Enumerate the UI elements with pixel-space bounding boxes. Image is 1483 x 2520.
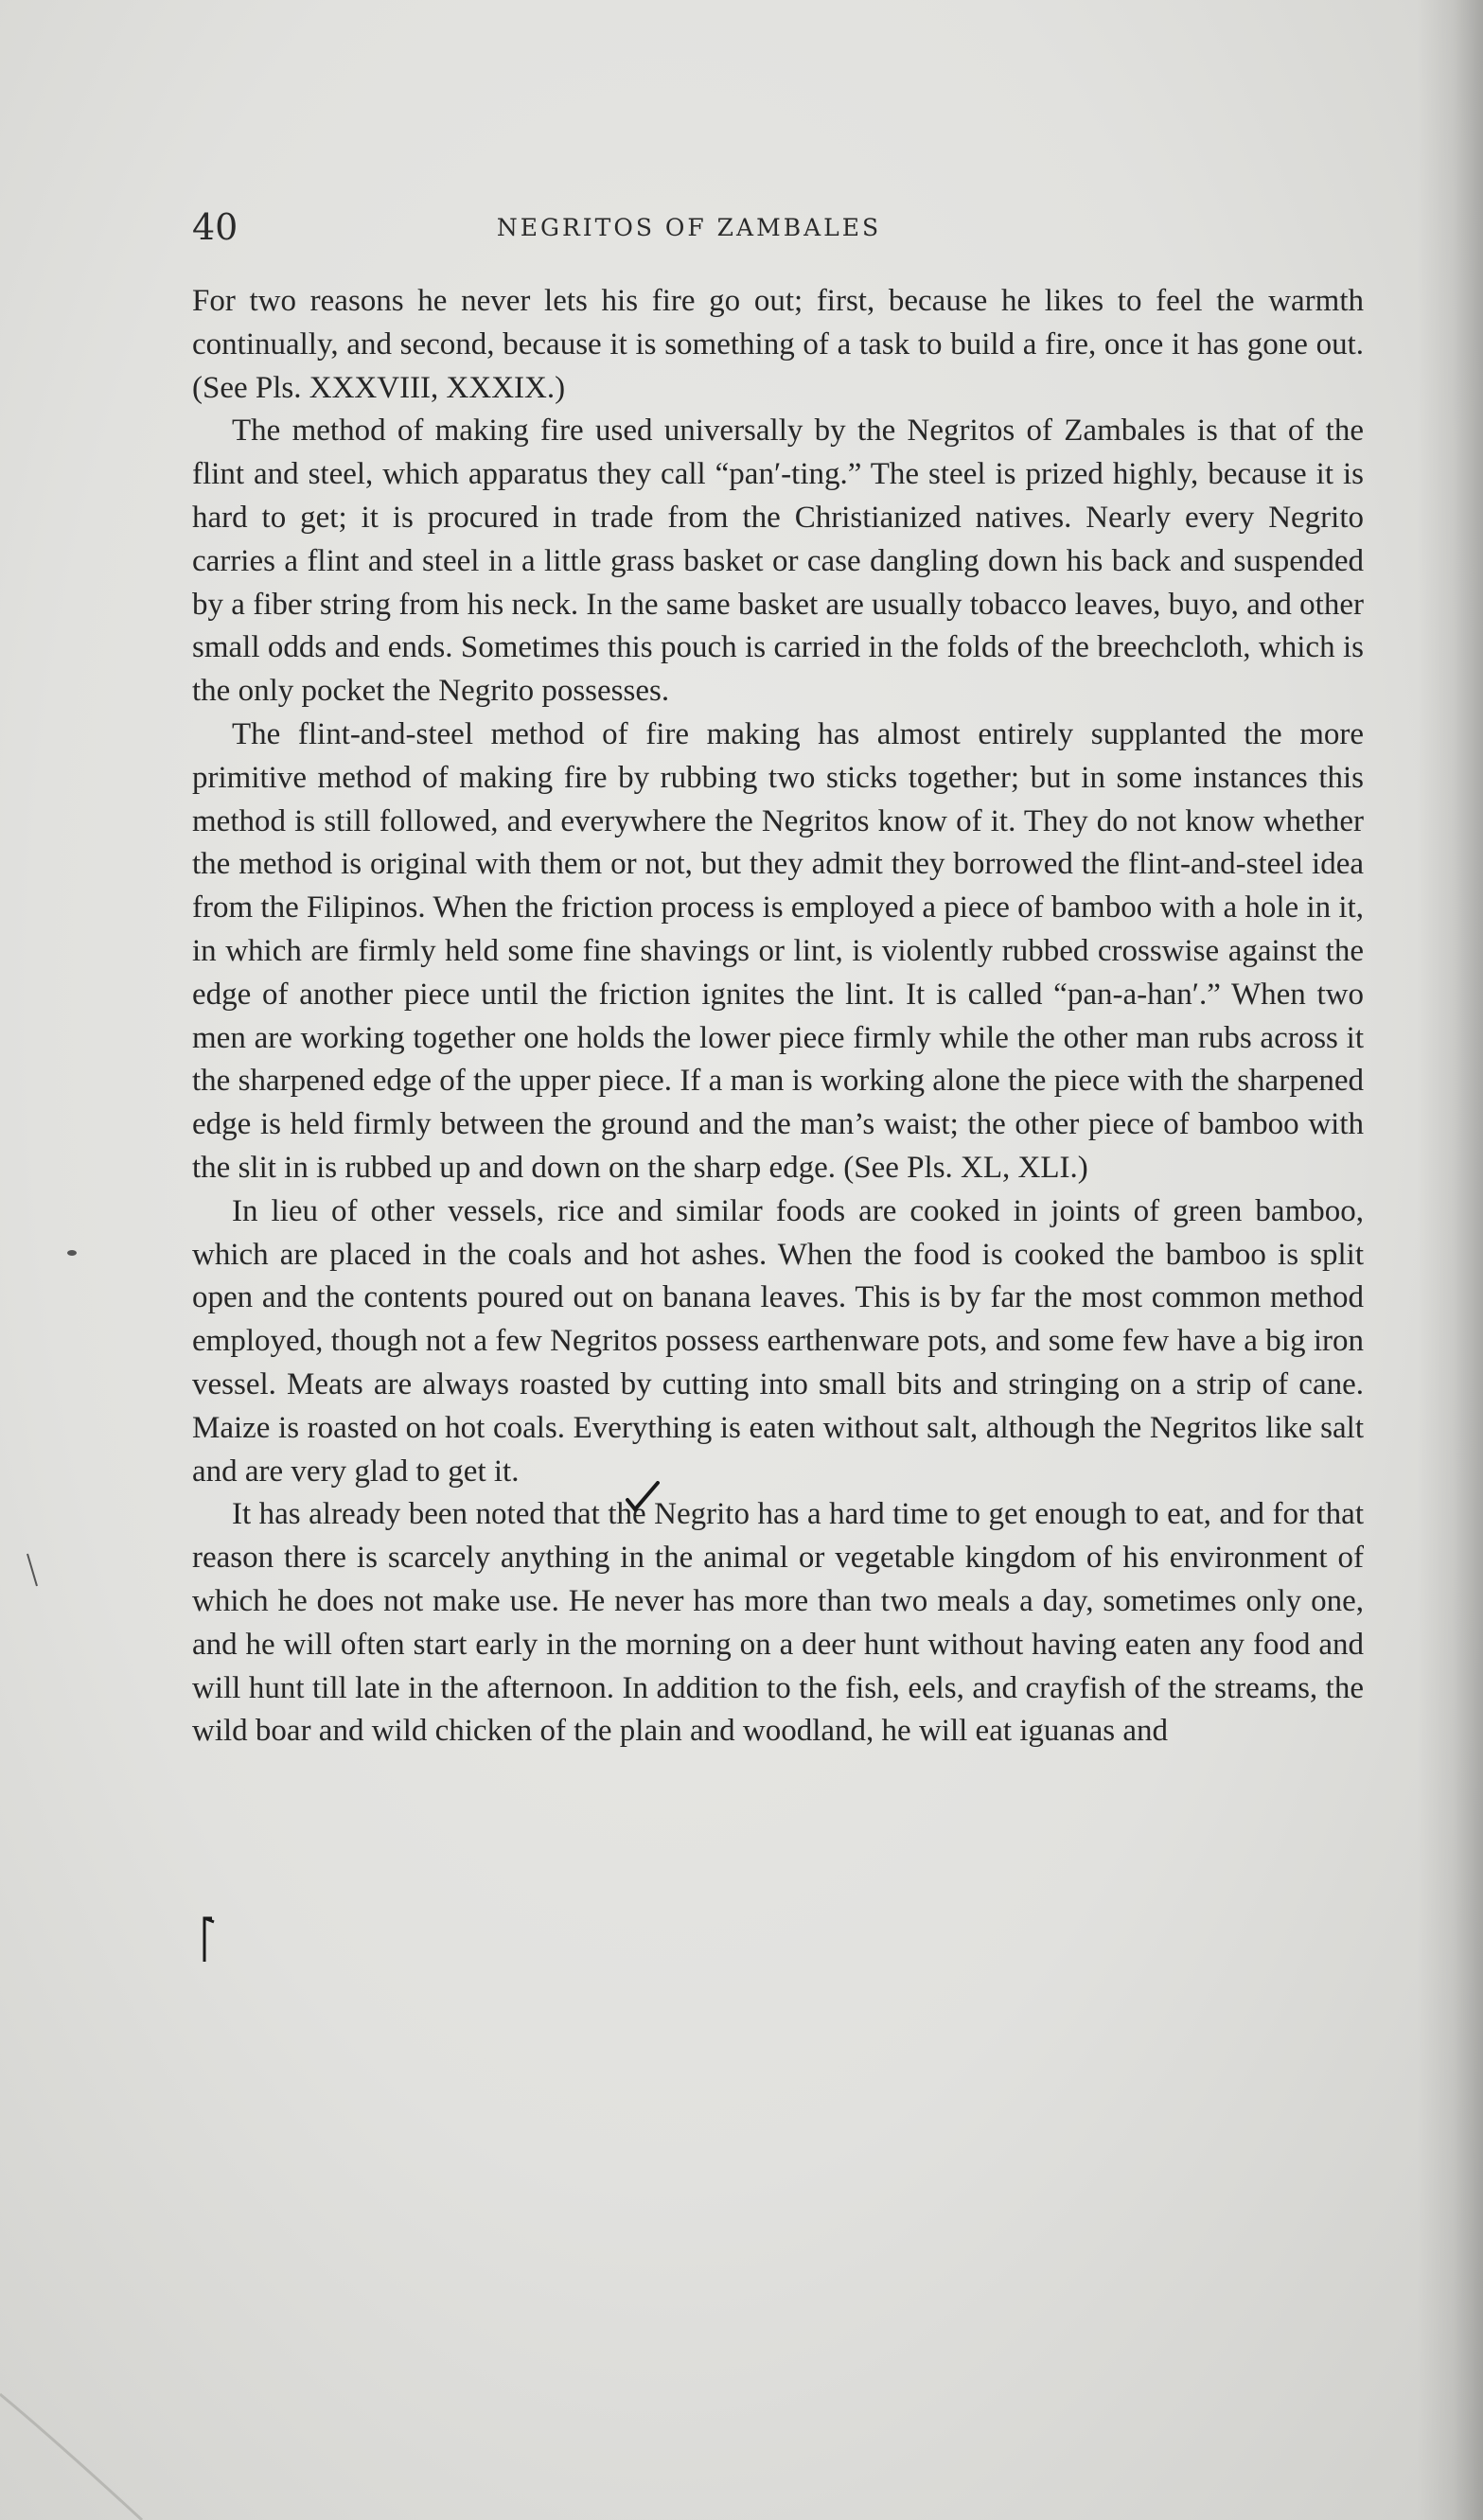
page-number: 40 [192,206,238,248]
running-title: NEGRITOS OF ZAMBALES [496,214,882,241]
margin-dot-icon [66,1249,78,1257]
margin-mark-icon [24,1552,43,1590]
page-header [192,203,1366,260]
paragraph-4: In lieu of other vessels, rice and similar foods are cooked in joints of green bamboo, which are placed in the coals and hot ashes. When the food is cooked the bamboo is split open and the contents poured out on banana leaves. This is by far the most common method employed, though not a few Negritos possess earthenware pots, and some few have a big iron vessel. Meats are always roasted by cutting into small bits and stringing on a strip of cane. Maize is roasted on hot coals. Everything is eaten without salt, although the Negritos like salt and are very glad to get it. [192,1193,1364,1489]
handwritten-paragraph-mark-icon [199,1916,218,1964]
paragraph-2: The method of making fire used universally by the Negritos of Zambales is that of the flint and steel, which apparatus they call “pan′-ting.” The steel is prized highly, because it is hard to get; it is procured in trade from the Christianized natives. Nearly every Negrito carries a flint and steel in a little grass basket or case dangling down his back and suspended by a fiber string from his neck. In the same basket are usually tobacco leaves, buyo, and other small odds and ends. Sometimes this pouch is carried in the folds of the breechcloth, which is the only pocket the Negrito possesses. [192,414,1364,709]
body-text [192,280,1364,1753]
page-edge-shadow [1417,0,1483,2520]
corner-stain-icon [0,2252,151,2520]
paragraph-3: The flint-and-steel method of fire making has almost entirely supplanted the more primitive method of making fire by rubbing two sticks together; but in some instances this method is still followed, and everywhere the Negritos know of it. They do not know whether the method is original with them or not, but they admit they borrowed the flint-and-steel idea from the Filipinos. When the friction process is employed a piece of bamboo with a hole in it, in which are firmly held some fine shavings or lint, is violently rubbed crosswise against the edge of another piece until the friction ignites the lint. It is called “pan-a-han′.” When two men are working together one holds the lower piece firmly while the other man rubs across it the sharpened edge of the upper piece. If a man is working alone the piece with the sharpened edge is held firmly between the ground and the man’s waist; the other piece of bamboo with the slit in is rubbed up and down on the sharp edge. (See Pls. XL, XLI.) [192,716,1364,1185]
paragraph-5: It has already been noted that the Negrito has a hard time to get enough to eat, and for that reason there is scarcely anything in the animal or vegetable kingdom of his environment of which he does not make use. He never has more than two meals a day, sometimes only one, and he will often start early in the morning on a deer hunt without having eaten any food and will hunt till late in the afternoon. In addition to the fish, eels, and crayfish of the streams, the wild boar and wild chicken of the plain and woodland, he will eat iguanas and [192,1497,1364,1749]
paragraph-1: For two reasons he never lets his fire go out; first, because he likes to feel the warmth continually, and second, because it is something of a task to build a fire, once it has gone out. (See Pls. XXXVIII, XXXIX.) [192,284,1364,405]
handwritten-check-mark-icon [626,1481,660,1513]
